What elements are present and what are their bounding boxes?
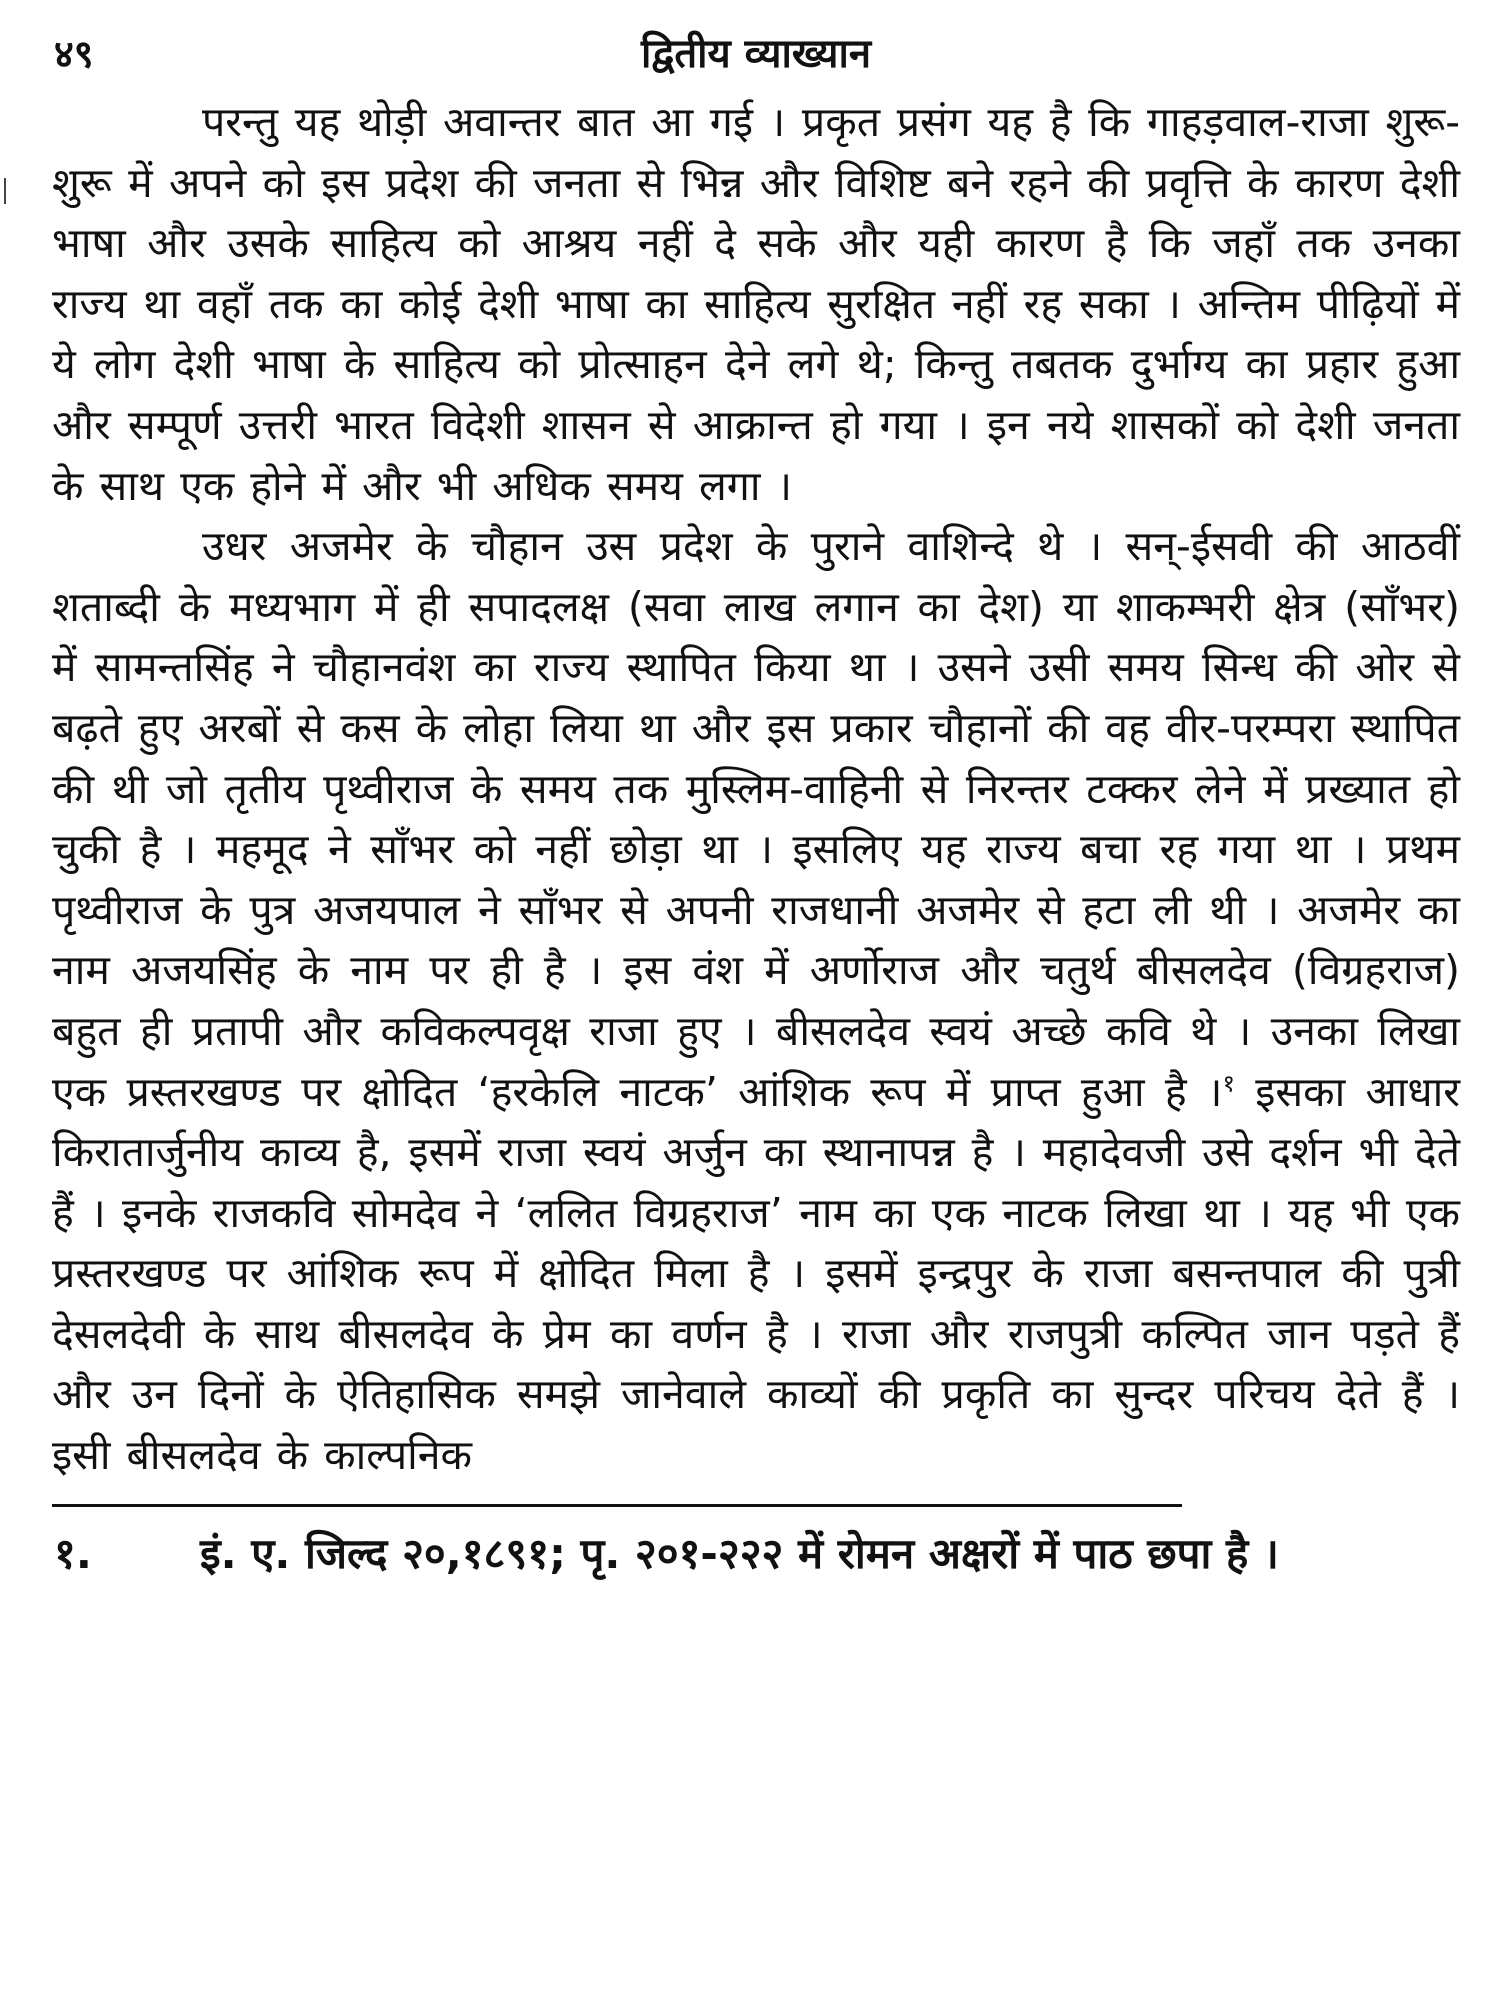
footnote: [52, 1521, 1460, 1587]
footnote-marker: १.: [54, 1528, 92, 1578]
paragraph-2: [52, 516, 1460, 1486]
paragraph-2-part-1: उधर अजमेर के चौहान उस प्रदेश के पुराने वाशिन्दे थे । सन्-ईसवी की आठवीं शताब्दी के मध्यभाग में ही सपादलक्ष (सवा लाख लगान का देश) या शाकम्भरी क्षेत्र (साँभर) में सामन्तसिंह ने चौहानवंश का राज्य स्थापित किया था । उसने उसी समय सिन्ध की ओर से बढ़ते हुए अरबों से कस के लोहा लिया था और इस प्रकार चौहानों की वह वीर-परम्परा स्थापित की थी जो तृतीय पृथ्वीराज के समय तक मुस्लिम-वाहिनी से निरन्तर टक्कर लेने में प्रख्यात हो चुकी है । महमूद ने साँभर को नहीं छोड़ा था । इसलिए यह राज्य बचा रह गया था । प्रथम पृथ्वीराज के पुत्र अजयपाल ने साँभर से अपनी राजधानी अजमेर से हटा ली थी । अजमेर का नाम अजयसिंह के नाम पर ही है । इस वंश में अर्णोराज और चतुर्थ बीसलदेव (विग्रहराज) बहुत ही प्रतापी और कविकल्पवृक्ष राजा हुए । बीसलदेव स्वयं अच्छे कवि थे । उनका लिखा एक प्रस्तरखण्ड पर क्षोदित ‘हरकेलि नाटक’ आंशिक रूप में प्राप्त हुआ है ।: [52, 522, 1460, 1116]
paragraph-1: परन्तु यह थोड़ी अवान्तर बात आ गई । प्रकृत प्रसंग यह है कि गाहड़वाल-राजा शुरू-शुरू में अपने को इस प्रदेश की जनता से भिन्न और विशिष्ट बने रहने की प्रवृत्ति के कारण देशी भाषा और उसके साहित्य को आश्रय नहीं दे सके और यही कारण है कि जहाँ तक उनका राज्य था वहाँ तक का कोई देशी भाषा का साहित्य सुरक्षित नहीं रह सका । अन्तिम पीढ़ियों में ये लोग देशी भाषा के साहित्य को प्रोत्साहन देने लगे थे; किन्तु तबतक दुर्भाग्य का प्रहार हुआ और सम्पूर्ण उत्तरी भारत विदेशी शासन से आक्रान्त हो गया । इन नये शासकों को देशी जनता के साथ एक होने में और भी अधिक समय लगा ।: [52, 98, 1460, 510]
body-text: [52, 92, 1460, 1486]
footnote-text: इं. ए. जिल्द २०,१८९१; पृ. २०१-२२२ में रोमन अक्षरों में पाठ छपा है ।: [200, 1528, 1279, 1578]
page-number: ४९: [54, 32, 94, 76]
footnote-reference: १: [1222, 1068, 1235, 1097]
book-page: [52, 28, 1460, 1587]
footnote-divider: [52, 1504, 1182, 1507]
running-head: [52, 28, 1460, 86]
margin-mark: [4, 178, 6, 204]
chapter-title: द्वितीय व्याख्यान: [640, 31, 872, 77]
paragraph-2-part-2: इसका आधार किरातार्जुनीय काव्य है, इसमें राजा स्वयं अर्जुन का स्थानापन्न है । महादेवजी उसे दर्शन भी देते हैं । इनके राजकवि सोमदेव ने ‘ललित विग्रहराज’ नाम का एक नाटक लिखा था । यह भी एक प्रस्तरखण्ड पर आंशिक रूप में क्षोदित मिला है । इसमें इन्द्रपुर के राजा बसन्तपाल की पुत्री देसलदेवी के साथ बीसलदेव के प्रेम का वर्णन है । राजा और राजपुत्री कल्पित जान पड़ते हैं और उन दिनों के ऐतिहासिक समझे जानेवाले काव्यों की प्रकृति का सुन्दर परिचय देते हैं । इसी बीसलदेव के काल्पनिक: [52, 1067, 1460, 1480]
